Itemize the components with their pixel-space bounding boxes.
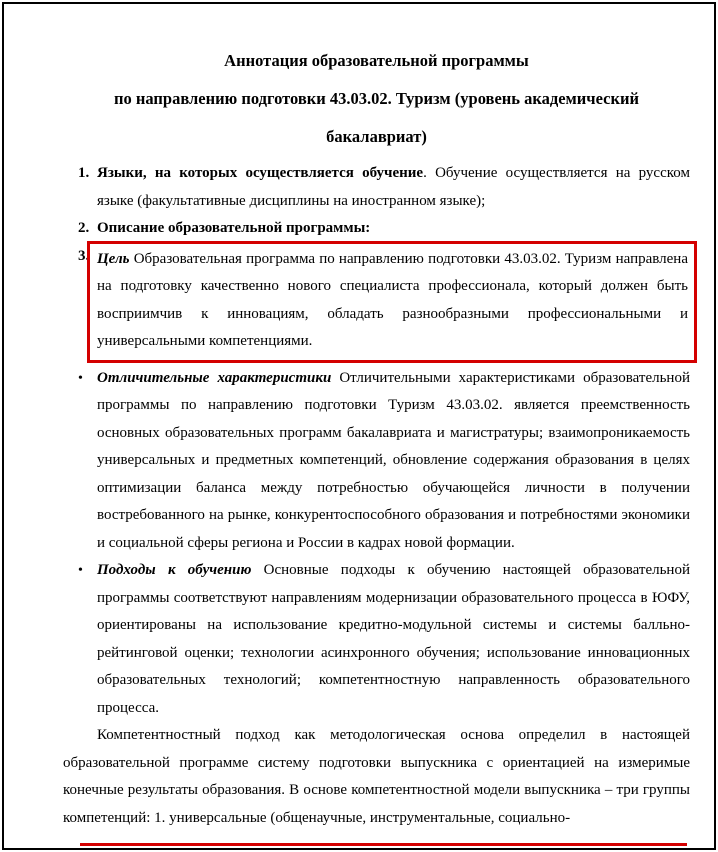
- item-lead: Отличительные характеристики: [97, 369, 332, 386]
- title-line-3: бакалавриат): [326, 127, 427, 146]
- goal-highlight-box: [87, 241, 697, 363]
- numbered-item-goal: [63, 243, 690, 365]
- bullet-item-approaches: [63, 557, 690, 722]
- item-body: . Обучение осуществляется на русском языке (факультативные дисциплины на иностранном языке);: [97, 165, 690, 209]
- item-number: 2.: [78, 220, 90, 236]
- item-body: Отличительными характеристиками образовательной программы по направлению подготовки Туризм 43.03.02. является преемственность основных образовательных программ бакалавриата и магистратуры; взаимопроникаемость универсальных и предметных компетенций, обновление содержания образования в целях оптимизации баланса между потребностью обучающейся личности в получении востребованного на рынке, конкурентоспособного образования и потребностями экономики и социальной сферы региона и России в кадрах новой формации.: [97, 369, 690, 551]
- highlight-line-partial: [80, 843, 687, 846]
- item-body: Основные подходы к обучению настоящей образовательной программы соответствуют направлениям модернизации образовательного процесса в ЮФУ, ориентированы на использование кредитно-модульной системы и системы балльно-рейтинговой оценки; технологии асинхронного обучения; использование инновационных образовательных технологий; компетентностную направленность образовательного процесса.: [97, 562, 690, 716]
- numbered-item-languages: [63, 160, 690, 215]
- item-lead: Языки, на которых осуществляется обучение: [97, 165, 424, 181]
- title-line-1: Аннотация образовательной программы: [224, 51, 529, 70]
- item-lead: Цель: [97, 250, 130, 267]
- bullet-item-characteristics: [63, 365, 690, 558]
- item-text: [97, 557, 690, 722]
- numbered-item-description: [63, 215, 690, 243]
- item-number: 3.: [78, 247, 90, 264]
- item-text: [97, 215, 690, 243]
- closing-paragraph: Компетентностный подход как методологическая основа определил в настоящей образовательной программе систему подготовки выпускника с ориентацией на измеримые конечные результаты образования. В основе компетентностной модели выпускника – три группы компетенций: 1. универсальные (общенаучные, инструментальные, социально-: [63, 727, 690, 826]
- title-line-2: по направлению подготовки 43.03.02. Туризм (уровень академический: [114, 89, 639, 108]
- bullet-icon: •: [78, 563, 83, 578]
- item-text: [97, 365, 690, 558]
- item-text: [97, 160, 690, 215]
- item-number: 1.: [78, 165, 90, 181]
- document-title: [63, 42, 690, 156]
- document-content: [63, 42, 690, 832]
- item-lead: Описание образовательной программы:: [97, 220, 371, 236]
- bullet-icon: •: [78, 370, 83, 386]
- item-body: Образовательная программа по направлению подготовки 43.03.02. Туризм направлена на подготовку качественно нового специалиста профессионала, который должен быть восприимчив к инновациям, обладать разнообразными профессиональными и универсальными компетенциями.: [97, 250, 688, 349]
- item-lead: Подходы к обучению: [97, 562, 252, 578]
